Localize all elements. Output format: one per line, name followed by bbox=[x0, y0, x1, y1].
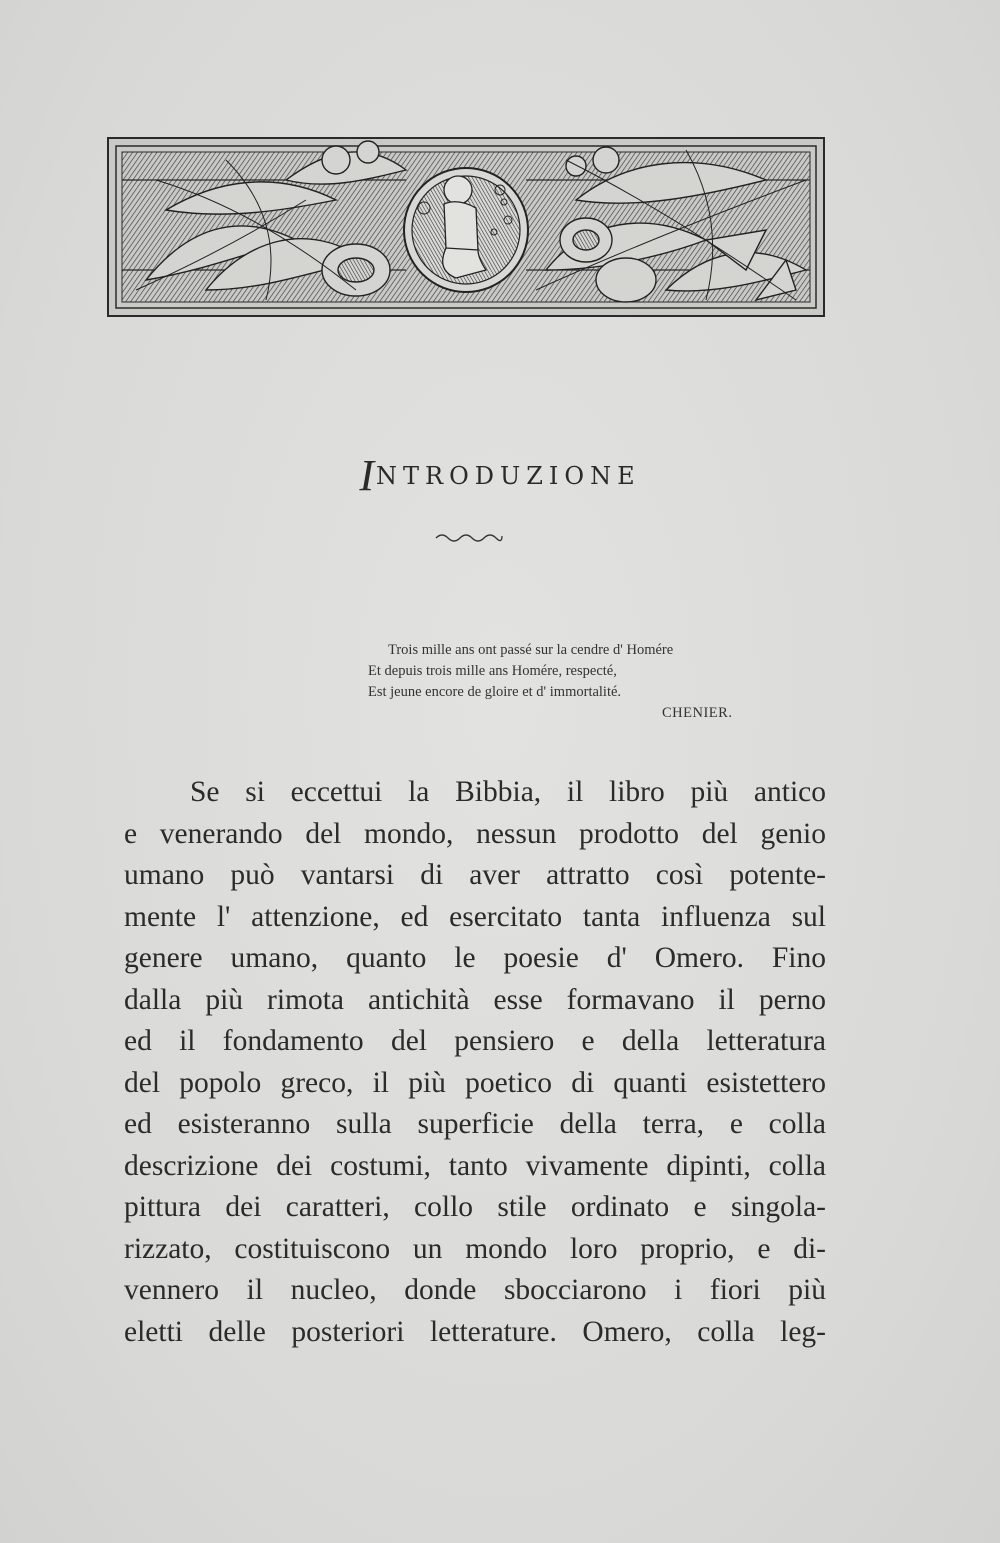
epigraph-line: Est jeune encore de gloire et d' immortalité. bbox=[368, 684, 622, 700]
wavy-flourish-divider bbox=[434, 530, 504, 546]
body-line: vennero il nucleo, donde sbocciarono i fiori più bbox=[124, 1274, 826, 1306]
title-initial-letter: I bbox=[359, 451, 377, 500]
epigraph-author: CHENIER. bbox=[662, 705, 733, 721]
body-line: Se si eccettui la Bibbia, il libro più antico bbox=[190, 776, 826, 808]
title-rest: NTRODUZIONE bbox=[376, 462, 641, 490]
body-paragraph bbox=[124, 772, 826, 1353]
body-line: rizzato, costituiscono un mondo loro proprio, e di- bbox=[124, 1232, 826, 1265]
epigraph bbox=[360, 640, 820, 724]
body-line: ed il fondamento del pensiero e della letteratura bbox=[124, 1025, 826, 1057]
body-line: dalla più rimota antichità esse formavano il perno bbox=[124, 983, 826, 1016]
body-line: umano può vantarsi di aver attratto così potente- bbox=[124, 859, 826, 891]
epigraph-line: Trois mille ans ont passé sur la cendre d' Homére bbox=[388, 642, 674, 658]
epigraph-line: Et depuis trois mille ans Homére, respecté, bbox=[368, 663, 617, 679]
body-line: del popolo greco, il più poetico di quanti esistettero bbox=[124, 1066, 826, 1099]
body-line: mente l' attenzione, ed esercitato tanta influenza sul bbox=[124, 900, 826, 933]
body-line: genere umano, quanto le poesie d' Omero. Fino bbox=[124, 942, 826, 974]
ornamental-headpiece bbox=[106, 120, 828, 320]
body-line: eletti delle posteriori letterature. Omero, colla leg- bbox=[124, 1315, 826, 1348]
body-line: pittura dei caratteri, collo stile ordinato e singola- bbox=[124, 1191, 826, 1223]
body-line: descrizione dei costumi, tanto vivamente dipinti, colla bbox=[124, 1149, 826, 1182]
chapter-title bbox=[0, 450, 1000, 501]
body-line: ed esisteranno sulla superficie della terra, e colla bbox=[124, 1108, 826, 1140]
body-line: e venerando del mondo, nessun prodotto del genio bbox=[124, 817, 826, 850]
